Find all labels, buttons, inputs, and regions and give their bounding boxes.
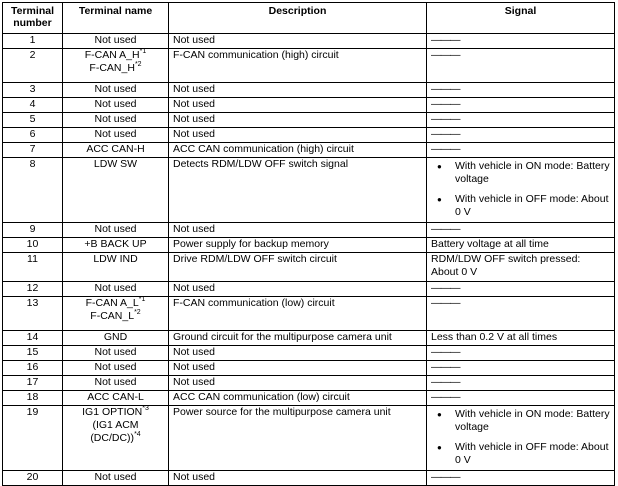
description: Drive RDM/LDW OFF switch circuit xyxy=(169,253,427,282)
header-description: Description xyxy=(169,3,427,34)
terminal-number: 19 xyxy=(3,406,63,471)
terminal-name: Not used xyxy=(63,282,169,297)
signal: ——— xyxy=(427,98,615,113)
signal: Battery voltage at all time xyxy=(427,238,615,253)
terminal-number: 11 xyxy=(3,253,63,282)
table-row xyxy=(3,391,615,406)
header-signal: Signal xyxy=(427,3,615,34)
signal xyxy=(427,158,615,223)
footnote-marker: *4 xyxy=(134,431,141,438)
signal: ——— xyxy=(427,34,615,49)
description: Power supply for backup memory xyxy=(169,238,427,253)
terminal-name: Not used xyxy=(63,223,169,238)
signal: Less than 0.2 V at all times xyxy=(427,331,615,346)
table-row xyxy=(3,238,615,253)
description: Not used xyxy=(169,83,427,98)
signal: ——— xyxy=(427,49,615,83)
terminal-number: 6 xyxy=(3,128,63,143)
terminal-name: LDW SW xyxy=(63,158,169,223)
terminal-number: 17 xyxy=(3,376,63,391)
signal: ——— xyxy=(427,282,615,297)
terminal-name: Not used xyxy=(63,471,169,486)
table-row xyxy=(3,83,615,98)
terminal-name xyxy=(63,49,169,83)
signal: RDM/LDW OFF switch pressed: About 0 V xyxy=(427,253,615,282)
terminal-number: 1 xyxy=(3,34,63,49)
signal: ——— xyxy=(427,223,615,238)
terminal-name: ACC CAN-H xyxy=(63,143,169,158)
terminal-name: Not used xyxy=(63,361,169,376)
terminal-number: 7 xyxy=(3,143,63,158)
terminal-name-line: F-CAN_L xyxy=(90,310,135,322)
header-terminal-number: Terminal number xyxy=(3,3,63,34)
table-row xyxy=(3,376,615,391)
signal-bullet: ● With vehicle in OFF mode: About 0 V xyxy=(431,193,610,219)
terminal-number: 18 xyxy=(3,391,63,406)
signal: ——— xyxy=(427,346,615,361)
description: Not used xyxy=(169,361,427,376)
description: F-CAN communication (low) circuit xyxy=(169,297,427,331)
description: ACC CAN communication (low) circuit xyxy=(169,391,427,406)
terminal-name: Not used xyxy=(63,113,169,128)
signal-bullet: ● With vehicle in ON mode: Battery voltage xyxy=(431,408,610,434)
terminal-table xyxy=(2,2,615,486)
terminal-name-line: IG1 OPTION xyxy=(82,406,143,418)
header-row xyxy=(3,3,615,34)
terminal-number: 9 xyxy=(3,223,63,238)
description: Not used xyxy=(169,113,427,128)
signal: ——— xyxy=(427,471,615,486)
footnote-marker: *1 xyxy=(139,48,147,55)
terminal-number: 15 xyxy=(3,346,63,361)
terminal-name-line: F-CAN A_H xyxy=(84,49,140,61)
signal: ——— xyxy=(427,128,615,143)
description: Not used xyxy=(169,471,427,486)
terminal-name: Not used xyxy=(63,98,169,113)
footnote-marker: *2 xyxy=(134,309,141,316)
terminal-name: ACC CAN-L xyxy=(63,391,169,406)
description: Power source for the multipurpose camera unit xyxy=(169,406,427,471)
terminal-name-line: F-CAN A_L xyxy=(85,297,139,309)
terminal-name: +B BACK UP xyxy=(63,238,169,253)
terminal-name xyxy=(63,406,169,471)
terminal-number: 14 xyxy=(3,331,63,346)
terminal-name: Not used xyxy=(63,346,169,361)
signal: ——— xyxy=(427,297,615,331)
signal: ——— xyxy=(427,376,615,391)
signal: ——— xyxy=(427,361,615,376)
table-row xyxy=(3,471,615,486)
footnote-marker: *3 xyxy=(142,405,149,412)
terminal-name: Not used xyxy=(63,376,169,391)
description: Detects RDM/LDW OFF switch signal xyxy=(169,158,427,223)
table-row xyxy=(3,346,615,361)
table-row xyxy=(3,34,615,49)
signal: ——— xyxy=(427,113,615,128)
terminal-number: 4 xyxy=(3,98,63,113)
terminal-name: Not used xyxy=(63,34,169,49)
signal-bullet: ● With vehicle in ON mode: Battery voltage xyxy=(431,160,610,186)
terminal-name: Not used xyxy=(63,128,169,143)
terminal-name: GND xyxy=(63,331,169,346)
terminal-number: 10 xyxy=(3,238,63,253)
table-row xyxy=(3,143,615,158)
footnote-marker: *2 xyxy=(134,61,142,68)
signal: ——— xyxy=(427,83,615,98)
table-row xyxy=(3,98,615,113)
description: Not used xyxy=(169,282,427,297)
table-row xyxy=(3,406,615,471)
terminal-number: 8 xyxy=(3,158,63,223)
table-row xyxy=(3,158,615,223)
table-row xyxy=(3,331,615,346)
terminal-name-line: F-CAN_H xyxy=(89,62,135,74)
table-row xyxy=(3,223,615,238)
table-row xyxy=(3,128,615,143)
description: Not used xyxy=(169,376,427,391)
description: Not used xyxy=(169,128,427,143)
description: Not used xyxy=(169,98,427,113)
table-row xyxy=(3,113,615,128)
terminal-number: 16 xyxy=(3,361,63,376)
description: Ground circuit for the multipurpose camera unit xyxy=(169,331,427,346)
terminal-number: 13 xyxy=(3,297,63,331)
description: ACC CAN communication (high) circuit xyxy=(169,143,427,158)
table-row xyxy=(3,253,615,282)
table-row xyxy=(3,361,615,376)
terminal-name: Not used xyxy=(63,83,169,98)
table-row xyxy=(3,49,615,83)
terminal-name-line: (IG1 ACM (DC/DC)) xyxy=(90,419,139,444)
signal xyxy=(427,406,615,471)
footnote-marker: *1 xyxy=(138,296,146,303)
table-row xyxy=(3,297,615,331)
description: Not used xyxy=(169,223,427,238)
header-terminal-name: Terminal name xyxy=(63,3,169,34)
terminal-number: 12 xyxy=(3,282,63,297)
terminal-name: LDW IND xyxy=(63,253,169,282)
signal-bullet: ● With vehicle in OFF mode: About 0 V xyxy=(431,441,610,467)
description: F-CAN communication (high) circuit xyxy=(169,49,427,83)
signal: ——— xyxy=(427,143,615,158)
description: Not used xyxy=(169,346,427,361)
table-row xyxy=(3,282,615,297)
description: Not used xyxy=(169,34,427,49)
terminal-number: 3 xyxy=(3,83,63,98)
signal: ——— xyxy=(427,391,615,406)
terminal-number: 20 xyxy=(3,471,63,486)
terminal-name xyxy=(63,297,169,331)
terminal-number: 5 xyxy=(3,113,63,128)
terminal-number: 2 xyxy=(3,49,63,83)
